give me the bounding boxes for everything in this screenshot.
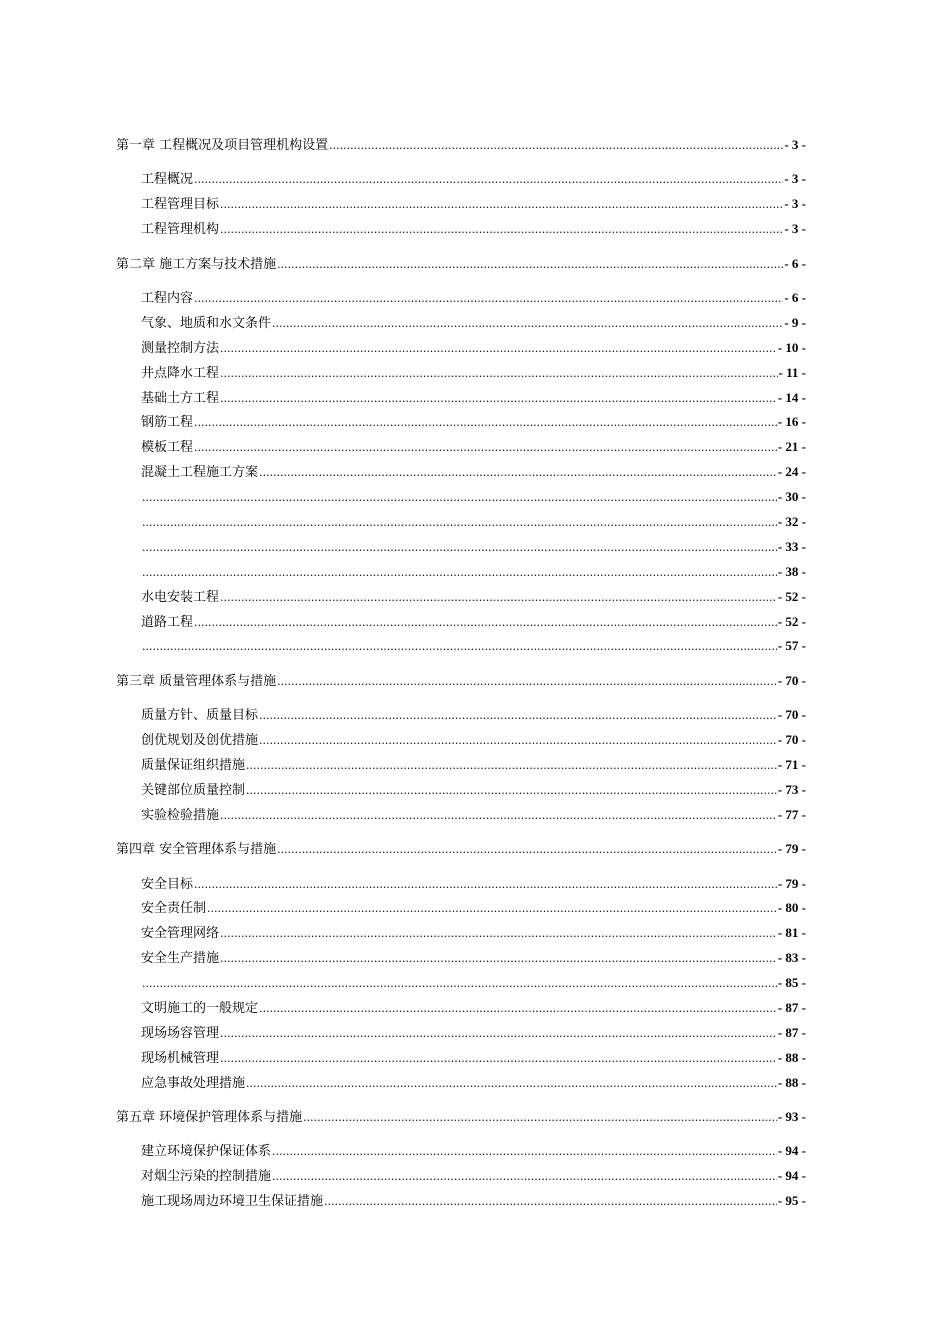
toc-entry-label: 道路工程 [141,614,194,630]
toc-entry-label: 测量控制方法 [141,340,220,356]
toc-dot-leader [277,838,777,863]
toc-section-entry[interactable] [116,435,806,460]
toc-page-number: - 52 - [777,588,806,604]
toc-section-entry[interactable] [116,634,806,659]
toc-page-number: - 80 - [777,900,806,916]
toc-entry-label: 现场场容管理 [141,1025,220,1041]
toc-section-entry[interactable] [116,217,806,242]
toc-entry-label: 施工现场周边环境卫生保证措施 [141,1194,324,1210]
toc-dot-leader [259,461,777,486]
toc-page-number: - 3 - [784,171,806,187]
toc-dot-leader [272,1165,777,1190]
toc-entry-label: 建立环境保护保证体系 [141,1144,272,1160]
toc-section-entry[interactable] [116,753,806,778]
toc-section-entry[interactable] [116,1046,806,1071]
toc-entry-label: 模板工程 [141,440,194,456]
toc-section-entry[interactable] [116,996,806,1021]
toc-dot-leader [142,486,777,511]
toc-page-number: - 70 - [777,732,806,748]
toc-page-number: - 71 - [777,756,806,772]
toc-page-number: - 38 - [777,563,806,579]
toc-entry-label: 质量保证组织措施 [141,757,246,773]
toc-dot-leader [329,134,783,159]
toc-section-entry[interactable] [116,410,806,435]
toc-entry-label: 质量方针、质量目标 [141,708,259,724]
toc-entry-label: 应急事故处理措施 [141,1075,246,1091]
toc-page-number: - 73 - [777,781,806,797]
toc-entry-label: 工程概况 [141,172,194,188]
toc-section-entry[interactable] [116,336,806,361]
toc-page-number: - 3 - [784,221,806,237]
toc-page-number: - 32 - [777,513,806,529]
toc-entry-label: 文明施工的一般规定 [141,1001,259,1016]
toc-page-number: - 85 - [777,975,806,991]
toc-section-entry[interactable] [116,610,806,635]
toc-section-entry[interactable] [116,778,806,803]
toc-dot-leader [259,997,777,1022]
toc-section-entry[interactable] [116,872,806,897]
toc-dot-leader [194,611,777,636]
toc-entry-label: 工程管理机构 [141,222,220,238]
toc-chapter-entry[interactable] [116,252,806,277]
toc-page-number: - 95 - [777,1193,806,1209]
toc-entry-label: 创优规划及创优措施 [141,733,259,749]
toc-section-entry[interactable] [116,1164,806,1189]
toc-dot-leader [220,337,777,362]
toc-dot-leader [142,972,777,997]
toc-entry-label: 工程内容 [141,290,194,306]
toc-entry-label: 基础土方工程 [141,390,220,406]
toc-section-entry[interactable] [116,167,806,192]
toc-page-number: - 79 - [777,875,806,891]
toc-section-entry[interactable] [116,896,806,921]
toc-chapter-entry[interactable] [116,1105,806,1130]
toc-page-number: - 83 - [777,950,806,966]
toc-page-number: - 30 - [777,489,806,505]
toc-page-number: - 33 - [777,538,806,554]
toc-dot-leader [142,635,777,660]
toc-dot-leader [259,729,777,754]
toc-entry-label: 第一章 工程概况及项目管理机构设置 [116,138,329,153]
toc-chapter-entry[interactable] [116,837,806,862]
toc-entry-label: 第四章 安全管理体系与措施 [116,842,277,858]
toc-section-entry[interactable] [116,485,806,510]
toc-page-number: - 10 - [777,339,806,355]
toc-dot-leader [277,670,777,695]
toc-entry-label: 关键部位质量控制 [141,782,246,798]
toc-dot-leader [277,253,783,278]
toc-page-number: - 16 - [777,414,806,430]
toc-page-number: - 77 - [777,806,806,822]
toc-page-number: - 94 - [777,1168,806,1184]
toc-entry-label: 第三章 质量管理体系与措施 [116,673,277,689]
toc-dot-leader [220,218,783,243]
toc-section-entry[interactable] [116,1189,806,1214]
toc-page-number: - 88 - [777,1049,806,1065]
toc-chapter-entry[interactable] [116,669,806,694]
toc-section-entry[interactable] [116,585,806,610]
toc-page-number: - 52 - [777,613,806,629]
toc-section-entry[interactable] [116,703,806,728]
toc-dot-leader [194,411,777,436]
toc-page-number: - 3 - [784,137,806,152]
toc-entry-label: 第五章 环境保护管理体系与措施 [116,1110,303,1126]
toc-dot-leader [194,873,777,898]
toc-entry-label: 实验检验措施 [141,807,220,823]
toc-page-number: - 81 - [777,925,806,941]
toc-section-entry[interactable] [116,971,806,996]
toc-entry-label: 安全目标 [141,876,194,892]
toc-dot-leader [220,947,777,972]
toc-entry-label: 混凝土工程施工方案 [141,465,259,481]
toc-dot-leader [220,362,778,387]
toc-section-entry[interactable] [116,946,806,971]
toc-section-entry[interactable] [116,728,806,753]
toc-entry-label: 气象、地质和水文条件 [141,315,272,331]
toc-dot-leader [142,561,777,586]
toc-dot-leader [303,1106,777,1131]
toc-dot-leader [272,312,783,337]
toc-dot-leader [220,193,783,218]
toc-page-number: - 88 - [777,1074,806,1090]
toc-chapter-entry[interactable] [116,133,806,158]
toc-section-entry[interactable] [116,361,806,386]
toc-dot-leader [207,897,777,922]
toc-entry-label: 安全责任制 [141,901,207,917]
toc-section-entry[interactable] [116,311,806,336]
toc-dot-leader [142,536,777,561]
toc-section-entry[interactable] [116,286,806,311]
toc-entry-label: 水电安装工程 [141,589,220,605]
toc-dot-leader [220,387,777,412]
toc-page-number: - 93 - [777,1109,806,1125]
toc-entry-label: 现场机械管理 [141,1050,220,1066]
toc-dot-leader [220,1047,777,1072]
toc-dot-leader [246,779,777,804]
toc-dot-leader [194,168,783,193]
toc-entry-label: 安全管理网络 [141,926,220,942]
toc-entry-label: 第二章 施工方案与技术措施 [116,256,277,272]
toc-page-number: - 87 - [777,1000,806,1015]
toc-page-number: - 6 - [784,255,806,271]
toc-dot-leader [220,1022,777,1047]
toc-page-number: - 87 - [777,1024,806,1040]
toc-entry-label: 钢筋工程 [141,415,194,431]
toc-dot-leader [194,287,783,312]
toc-page-number: - 94 - [777,1143,806,1159]
toc-entry-label: 工程管理目标 [141,197,220,213]
toc-page-number: - 24 - [777,464,806,480]
toc-section-entry[interactable] [116,535,806,560]
toc-page-number: - 9 - [784,314,806,330]
toc-entry-label: 井点降水工程 [141,365,220,381]
toc-dot-leader [220,586,777,611]
toc-dot-leader [259,704,777,729]
toc-page-number: - 21 - [777,439,806,455]
toc-section-entry[interactable] [116,921,806,946]
toc-section-entry[interactable] [116,460,806,485]
toc-dot-leader [246,754,777,779]
toc-page-number: - 79 - [777,841,806,857]
toc-page-number: - 14 - [777,389,806,405]
toc-section-entry[interactable] [116,803,806,828]
toc-dot-leader [246,1072,777,1097]
toc-page-number: - 57 - [777,638,806,654]
toc-section-entry[interactable] [116,192,806,217]
toc-section-entry[interactable] [116,1071,806,1096]
toc-entry-label: 对烟尘污染的控制措施 [141,1169,272,1185]
toc-dot-leader [272,1140,777,1165]
table-of-contents [116,133,806,1214]
toc-entry-label: 安全生产措施 [141,951,220,967]
toc-page-number: - 3 - [784,196,806,212]
toc-dot-leader [220,922,777,947]
toc-dot-leader [142,511,777,536]
toc-page-number: - 6 - [784,289,806,305]
toc-section-entry[interactable] [116,510,806,535]
toc-page-number: - 70 - [777,707,806,723]
toc-page-number: - 11 - [778,364,806,380]
toc-section-entry[interactable] [116,1139,806,1164]
toc-section-entry[interactable] [116,560,806,585]
toc-section-entry[interactable] [116,1021,806,1046]
toc-section-entry[interactable] [116,386,806,411]
toc-dot-leader [324,1190,777,1215]
toc-page-number: - 70 - [777,672,806,688]
toc-dot-leader [194,436,777,461]
toc-dot-leader [220,804,777,829]
